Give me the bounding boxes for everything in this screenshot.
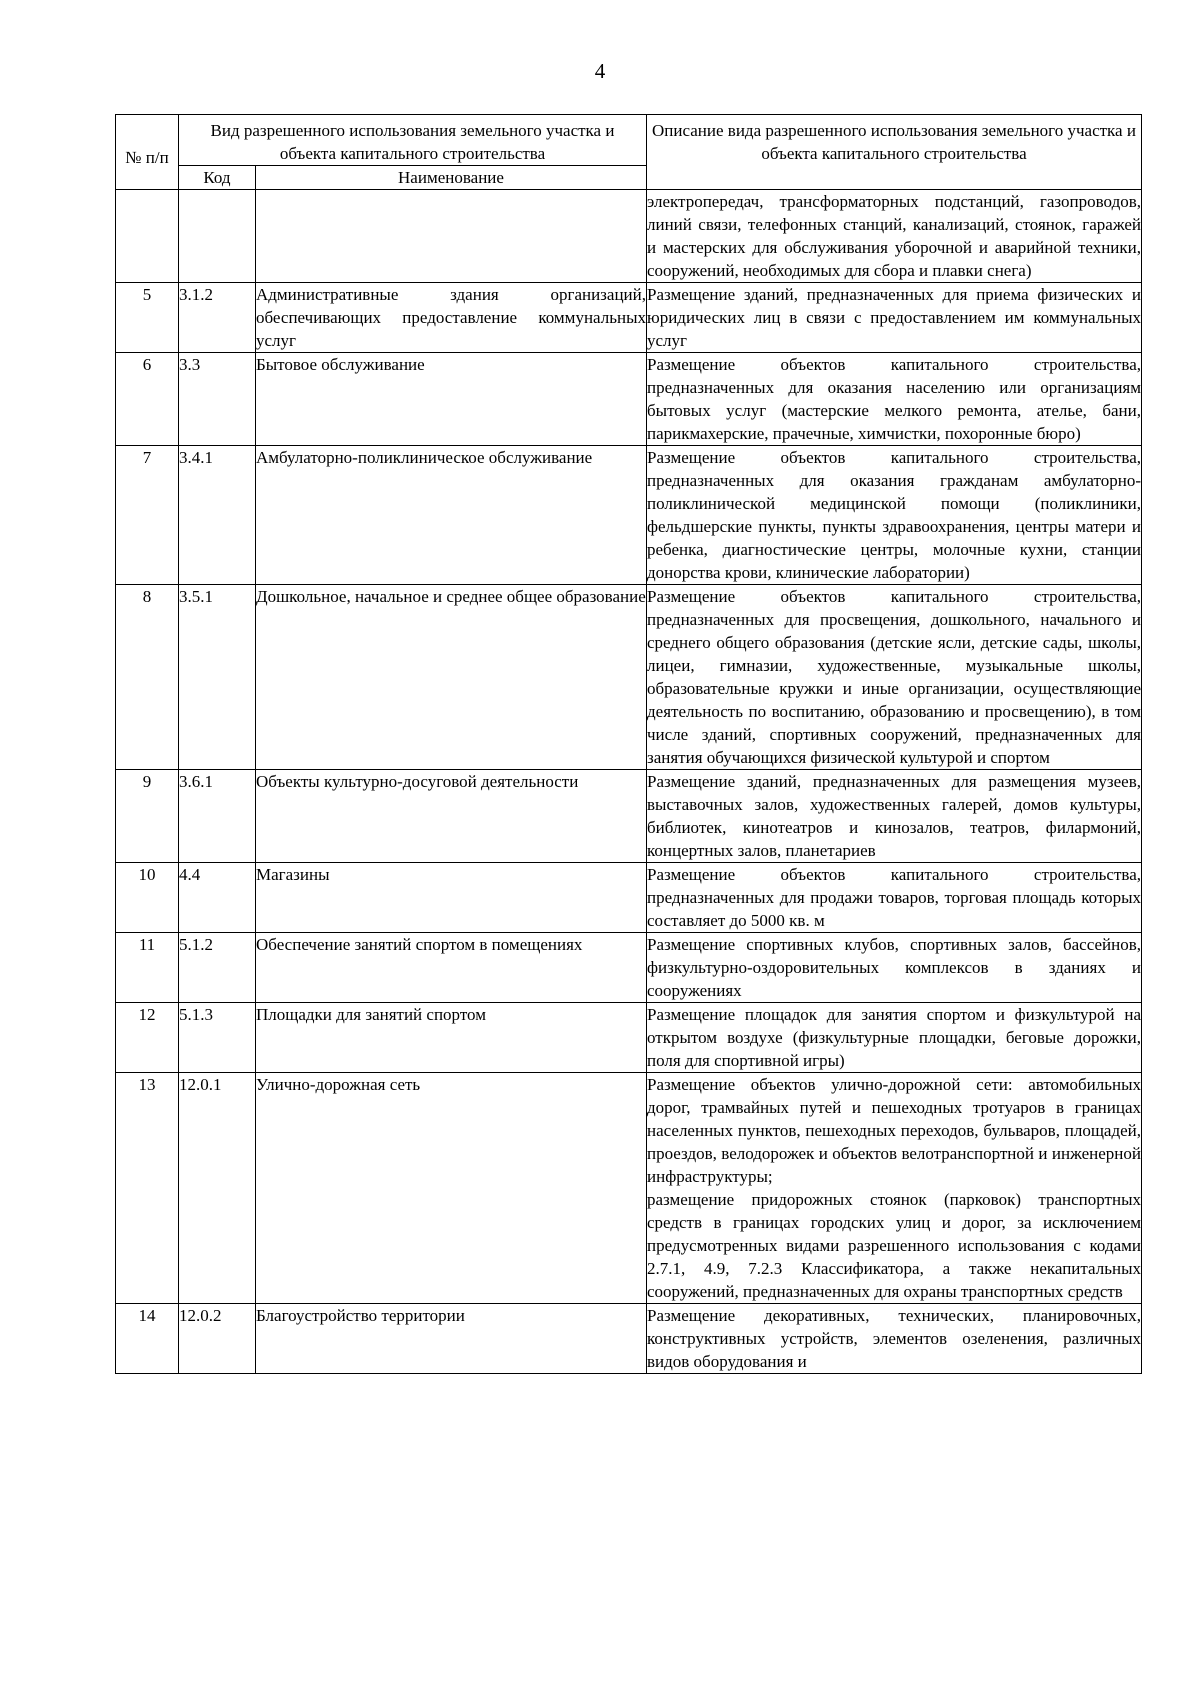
row-name: Магазины — [256, 863, 647, 933]
row-code — [179, 190, 256, 283]
row-code: 12.0.1 — [179, 1073, 256, 1304]
header-code: Код — [179, 166, 256, 190]
row-name: Объекты культурно-досуговой деятельности — [256, 770, 647, 863]
header-description: Описание вида разрешенного использования земельного участка и объекта капитального строительства — [647, 115, 1142, 190]
table-row — [116, 446, 1142, 585]
row-num: 14 — [116, 1304, 179, 1374]
row-num: 6 — [116, 353, 179, 446]
table-row — [116, 283, 1142, 353]
row-description: Размещение спортивных клубов, спортивных залов, бассейнов, физкультурно-оздоровительных комплексов в зданиях и сооружениях — [647, 933, 1142, 1003]
row-name: Бытовое обслуживание — [256, 353, 647, 446]
table-row — [116, 1304, 1142, 1374]
row-name: Дошкольное, начальное и среднее общее образование — [256, 585, 647, 770]
table-row — [116, 863, 1142, 933]
row-code: 3.3 — [179, 353, 256, 446]
row-name: Благоустройство территории — [256, 1304, 647, 1374]
header-name: Наименование — [256, 166, 647, 190]
table-row — [116, 190, 1142, 283]
row-code: 4.4 — [179, 863, 256, 933]
table-row — [116, 585, 1142, 770]
row-code: 3.5.1 — [179, 585, 256, 770]
row-name: Амбулаторно-поликлиническое обслуживание — [256, 446, 647, 585]
row-description: Размещение объектов капитального строительства, предназначенных для оказания населению или организациям бытовых услуг (мастерские мелкого ремонта, ателье, бани, парикмахерские, прачечные, химчистки, похоронные бюро) — [647, 353, 1142, 446]
row-name — [256, 190, 647, 283]
row-name: Административные здания организаций, обеспечивающих предоставление коммунальных услуг — [256, 283, 647, 353]
land-use-table — [115, 114, 1142, 1374]
row-description: Размещение площадок для занятия спортом и физкультурой на открытом воздухе (физкультурные площадки, беговые дорожки, поля для спортивной игры) — [647, 1003, 1142, 1073]
table-row — [116, 1073, 1142, 1304]
row-name: Улично-дорожная сеть — [256, 1073, 647, 1304]
row-code: 12.0.2 — [179, 1304, 256, 1374]
row-description-part-2: размещение придорожных стоянок (парковок) транспортных средств в границах городских улиц и дорог, за исключением предусмотренных видами разрешенного использования с кодами 2.7.1, 4.9, 7.2.3 Классификатора, а также некапитальных сооружений, предназначенных для охраны транспортных средств — [647, 1190, 1141, 1301]
row-num: 7 — [116, 446, 179, 585]
table-row — [116, 1003, 1142, 1073]
row-num: 10 — [116, 863, 179, 933]
row-code: 3.4.1 — [179, 446, 256, 585]
row-name: Площадки для занятий спортом — [256, 1003, 647, 1073]
row-num — [116, 190, 179, 283]
row-description — [647, 1073, 1142, 1304]
row-description-part-1: Размещение объектов улично-дорожной сети: автомобильных дорог, трамвайных путей и пешеходных тротуаров в границах населенных пунктов, пешеходных переходов, бульваров, площадей, проездов, велодорожек и объектов велотранспортной и инженерной инфраструктуры; — [647, 1075, 1141, 1186]
row-description: Размещение объектов капитального строительства, предназначенных для просвещения, дошкольного, начального и среднего общего образования (детские ясли, детские сады, школы, лицеи, гимназии, художественные, музыкальные школы, образовательные кружки и иные организации, осуществляющие деятельность по воспитанию, образованию и просвещению), в том числе зданий, спортивных сооружений, предназначенных для занятия обучающихся физической культурой и спортом — [647, 585, 1142, 770]
row-code: 3.1.2 — [179, 283, 256, 353]
row-code: 3.6.1 — [179, 770, 256, 863]
row-description: Размещение декоративных, технических, планировочных, конструктивных устройств, элементов озеленения, различных видов оборудования и — [647, 1304, 1142, 1374]
row-description: Размещение объектов капитального строительства, предназначенных для оказания гражданам амбулаторно-поликлинической медицинской помощи (поликлиники, фельдшерские пункты, пункты здравоохранения, центры матери и ребенка, диагностические центры, молочные кухни, станции донорства крови, клинические лаборатории) — [647, 446, 1142, 585]
table-row — [116, 770, 1142, 863]
row-num: 13 — [116, 1073, 179, 1304]
row-num: 9 — [116, 770, 179, 863]
row-name: Обеспечение занятий спортом в помещениях — [256, 933, 647, 1003]
row-num: 5 — [116, 283, 179, 353]
row-num: 12 — [116, 1003, 179, 1073]
row-description: Размещение зданий, предназначенных для размещения музеев, выставочных залов, художественных галерей, домов культуры, библиотек, кинотеатров и кинозалов, театров, филармоний, концертных залов, планетариев — [647, 770, 1142, 863]
table-row — [116, 933, 1142, 1003]
table-row — [116, 353, 1142, 446]
page-number: 4 — [594, 59, 606, 83]
header-num: № п/п — [116, 115, 179, 190]
row-code: 5.1.2 — [179, 933, 256, 1003]
row-num: 11 — [116, 933, 179, 1003]
row-num: 8 — [116, 585, 179, 770]
row-code: 5.1.3 — [179, 1003, 256, 1073]
row-description: электропередач, трансформаторных подстанций, газопроводов, линий связи, телефонных станций, канализаций, стоянок, гаражей и мастерских для обслуживания уборочной и аварийной техники, сооружений, необходимых для сбора и плавки снега) — [647, 190, 1142, 283]
header-group: Вид разрешенного использования земельного участка и объекта капитального строительства — [179, 115, 647, 166]
row-description: Размещение зданий, предназначенных для приема физических и юридических лиц в связи с предоставлением им коммунальных услуг — [647, 283, 1142, 353]
row-description: Размещение объектов капитального строительства, предназначенных для продажи товаров, торговая площадь которых составляет до 5000 кв. м — [647, 863, 1142, 933]
